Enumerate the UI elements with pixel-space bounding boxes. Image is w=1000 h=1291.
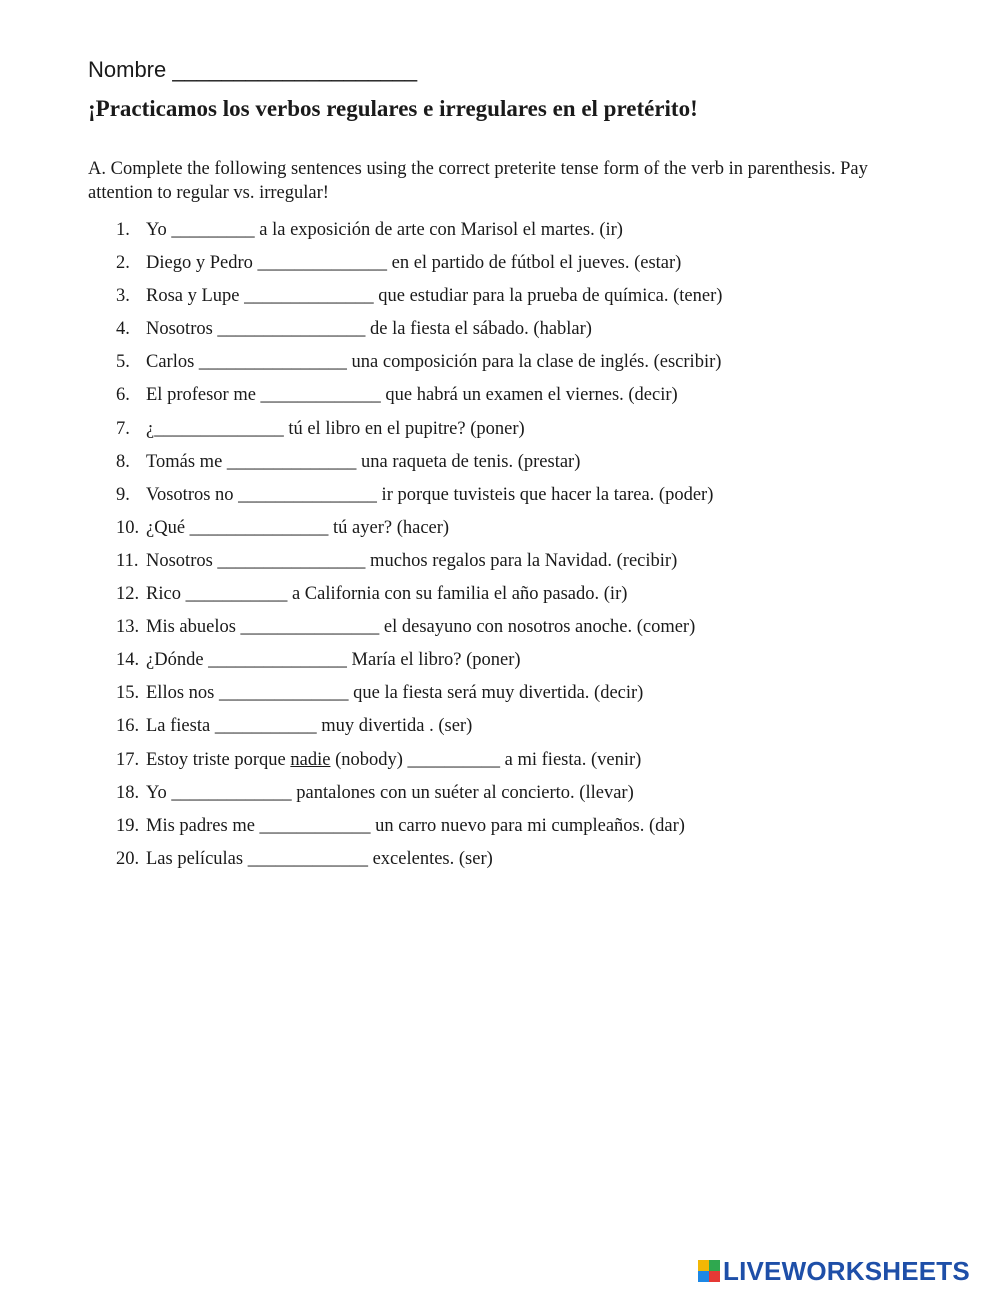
item-number: 17.: [116, 749, 140, 770]
item-sentence[interactable]: Nosotros ________________ muchos regalos para la Navidad. (recibir): [146, 550, 678, 571]
item-sentence[interactable]: Tomás me ______________ una raqueta de tenis. (prestar): [146, 451, 581, 472]
item-sentence[interactable]: La fiesta ___________ muy divertida . (ser): [146, 716, 473, 737]
item-sentence[interactable]: Yo _________ a la exposición de arte con Marisol el martes. (ir): [146, 220, 623, 240]
item-number: 9.: [116, 484, 130, 505]
instructions-text: A. Complete the following sentences using the correct preterite tense form of the verb in parenthesis. Pay attention to regular vs. irregular!: [88, 159, 868, 203]
item-number: 14.: [116, 650, 140, 671]
item-sentence[interactable]: Diego y Pedro ______________ en el partido de fútbol el jueves. (estar): [146, 253, 682, 274]
logo-tile-red: [709, 1271, 720, 1282]
item-number: 1.: [116, 220, 130, 240]
item-number: 7.: [116, 418, 130, 439]
item-sentence[interactable]: Nosotros ________________ de la fiesta el sábado. (hablar): [146, 319, 592, 340]
item-number: 12.: [116, 584, 140, 605]
item-sentence[interactable]: Mis abuelos _______________ el desayuno con nosotros anoche. (comer): [146, 617, 696, 638]
item-sentence[interactable]: Las películas _____________ excelentes. (ser): [146, 848, 493, 869]
item-number: 5.: [116, 352, 130, 373]
liveworksheets-logo-icon: [698, 1260, 720, 1282]
item-number: 18.: [116, 782, 140, 803]
item-sentence[interactable]: Carlos ________________ una composición para la clase de inglés. (escribir): [146, 352, 722, 373]
logo-tile-yellow: [698, 1260, 709, 1271]
item-number: 3.: [116, 286, 130, 307]
item-number: 15.: [116, 683, 140, 704]
item-number: 11.: [116, 550, 139, 571]
item-text-before: Estoy triste porque: [146, 749, 291, 770]
item-number: 10.: [116, 517, 140, 538]
item-sentence[interactable]: El profesor me _____________ que habrá un examen el viernes. (decir): [146, 385, 678, 406]
item-number: 6.: [116, 385, 130, 406]
item-sentence[interactable]: Yo _____________ pantalones con un suéter al concierto. (llevar): [146, 782, 634, 803]
item-number: 13.: [116, 617, 140, 638]
item-sentence[interactable]: ¿______________ tú el libro en el pupitre? (poner): [146, 418, 525, 439]
item-sentence[interactable]: Rosa y Lupe ______________ que estudiar para la prueba de química. (tener): [146, 286, 723, 307]
item-sentence[interactable]: Vosotros no _______________ ir porque tuvisteis que hacer la tarea. (poder): [146, 484, 714, 505]
liveworksheets-logo: [698, 1254, 970, 1288]
item-number: 8.: [116, 451, 130, 472]
logo-tile-green: [709, 1260, 720, 1271]
worksheet-title: ¡Practicamos los verbos regulares e irregulares en el pretérito!: [88, 96, 698, 121]
logo-tile-blue: [698, 1271, 709, 1282]
student-name-field[interactable]: Nombre ____________________: [88, 57, 418, 82]
item-number: 20.: [116, 848, 140, 869]
item-sentence[interactable]: Ellos nos ______________ que la fiesta será muy divertida. (decir): [146, 683, 644, 704]
item-number: 2.: [116, 253, 130, 274]
underlined-word: nadie: [290, 749, 331, 770]
item-number: 4.: [116, 319, 130, 340]
item-number: 16.: [116, 716, 140, 737]
item-sentence[interactable]: Mis padres me ____________ un carro nuevo para mi cumpleaños. (dar): [146, 815, 685, 836]
item-text-after: (nobody) __________ a mi fiesta. (venir): [330, 749, 642, 770]
item-sentence[interactable]: [146, 746, 641, 774]
item-sentence[interactable]: Rico ___________ a California con su familia el año pasado. (ir): [146, 584, 628, 605]
logo-text: LIVEWORKSHEETS: [723, 1255, 970, 1286]
item-sentence[interactable]: ¿Dónde _______________ María el libro? (poner): [146, 650, 521, 671]
item-sentence[interactable]: ¿Qué _______________ tú ayer? (hacer): [146, 517, 450, 538]
item-number: 19.: [116, 815, 140, 836]
